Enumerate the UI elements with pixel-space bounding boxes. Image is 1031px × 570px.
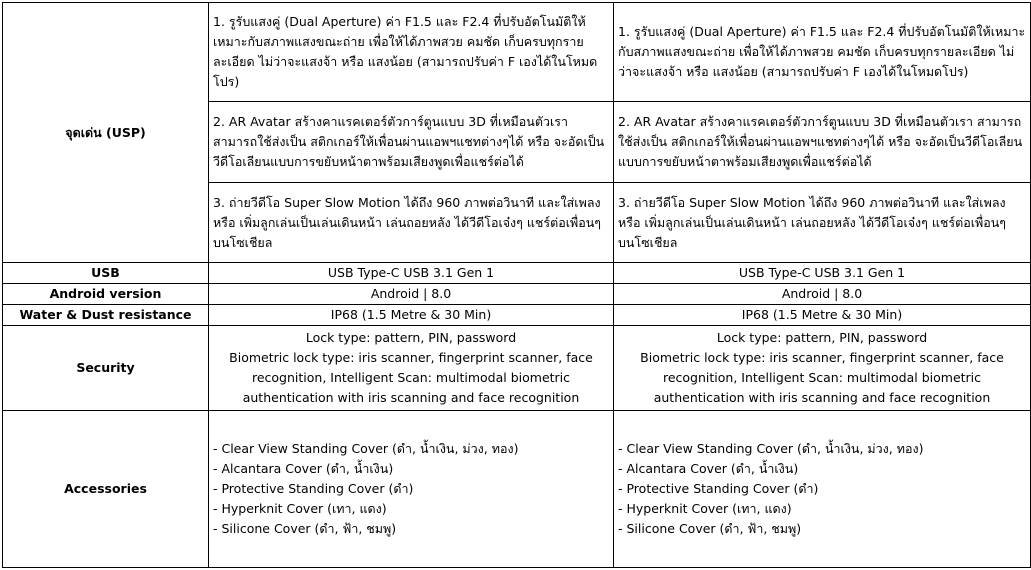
usb-col1: USB Type-C USB 3.1 Gen 1	[209, 263, 614, 284]
list-item: - Alcantara Cover (ดำ, น้ำเงิน)	[213, 461, 394, 476]
usp-item2-col1: 2. AR Avatar สร้างคาแรคเตอร์ตัวการ์ตูนแบบ 3D ที่เหมือนตัวเรา สามารถใช้ส่งเป็น สติกเกอร์ให้เพื่อนผ่านแอพฯแชทต่างๆได้ หรือ จะอัดเป็นวีดีโอเลียนแบบการขยับหน้าตาพร้อมเสียงพูดเพื่อแชร์ต่อได้	[209, 102, 614, 183]
table-row-security	[3, 326, 1031, 411]
table-row-water	[3, 305, 1031, 326]
list-item: - Clear View Standing Cover (ดำ, น้ำเงิน, ม่วง, ทอง)	[618, 441, 924, 456]
table-row-usb	[3, 263, 1031, 284]
list-item: - Clear View Standing Cover (ดำ, น้ำเงิน, ม่วง, ทอง)	[213, 441, 519, 456]
list-item: - Hyperknit Cover (เทา, แดง)	[618, 501, 792, 516]
security-lock-type: Lock type: pattern, PIN, password	[716, 330, 928, 345]
list-item: - Protective Standing Cover (ดำ)	[213, 481, 414, 496]
android-col2: Android | 8.0	[614, 284, 1031, 305]
usp-item2-col2: 2. AR Avatar สร้างคาแรคเตอร์ตัวการ์ตูนแบบ 3D ที่เหมือนตัวเรา สามารถใช้ส่งเป็น สติกเกอร์ให้เพื่อนผ่านแอพฯแชทต่างๆได้ หรือ จะอัดเป็นวีดีโอเลียนแบบการขยับหน้าตาพร้อมเสียงพูดเพื่อแชร์ต่อได้	[614, 102, 1031, 183]
list-item: - Hyperknit Cover (เทา, แดง)	[213, 501, 387, 516]
android-col1: Android | 8.0	[209, 284, 614, 305]
accessories-col2	[614, 411, 1031, 568]
list-item: - Silicone Cover (ดำ, ฟ้า, ชมพู)	[618, 521, 802, 536]
table-row-accessories	[3, 411, 1031, 568]
list-item: - Alcantara Cover (ดำ, น้ำเงิน)	[618, 461, 799, 476]
row-label-android: Android version	[3, 284, 209, 305]
usb-col2: USB Type-C USB 3.1 Gen 1	[614, 263, 1031, 284]
row-label-security: Security	[3, 326, 209, 411]
list-item: - Silicone Cover (ดำ, ฟ้า, ชมพู)	[213, 521, 397, 536]
usp-item3-col2: 3. ถ่ายวีดีโอ Super Slow Motion ได้ถึง 960 ภาพต่อวินาที และใส่เพลง หรือ เพิ่มลูกเล่นเป็นเล่นเดินหน้า เล่นถอยหลัง ได้วีดีโอเจ๋งๆ แชร์ต่อเพื่อนๆ บนโซเชียล	[614, 183, 1031, 263]
usp-item1-col2: 1. รูรับแสงคู่ (Dual Aperture) ค่า F1.5 และ F2.4 ที่ปรับอัตโนมัติให้เหมาะกับสภาพแสงขณะถ่าย เพื่อให้ได้ภาพสวย คมชัด เก็บครบทุกรายละเอียด ไม่ว่าจะแสงจ้า หรือ แสงน้อย (สามารถปรับค่า F เองได้ในโหมดโปร)	[614, 3, 1031, 102]
security-lock-type: Lock type: pattern, PIN, password	[305, 330, 517, 345]
accessories-col1	[209, 411, 614, 568]
list-item: - Protective Standing Cover (ดำ)	[618, 481, 819, 496]
usp-item3-col1: 3. ถ่ายวีดีโอ Super Slow Motion ได้ถึง 960 ภาพต่อวินาที และใส่เพลง หรือ เพิ่มลูกเล่นเป็นเล่นเดินหน้า เล่นถอยหลัง ได้วีดีโอเจ๋งๆ แชร์ต่อเพื่อนๆ บนโซเชียล	[209, 183, 614, 263]
spec-comparison-table	[2, 2, 1031, 568]
security-col2	[614, 326, 1031, 411]
water-col1: IP68 (1.5 Metre & 30 Min)	[209, 305, 614, 326]
row-label-accessories: Accessories	[3, 411, 209, 568]
water-col2: IP68 (1.5 Metre & 30 Min)	[614, 305, 1031, 326]
security-biometric: Biometric lock type: iris scanner, fingerprint scanner, face recognition, Intelligent Scan: multimodal biometric authentication with iris scanning and face recognition	[640, 350, 1004, 405]
security-biometric: Biometric lock type: iris scanner, fingerprint scanner, face recognition, Intelligent Scan: multimodal biometric authentication with iris scanning and face recognition	[229, 350, 593, 405]
table-row-usp-1	[3, 3, 1031, 102]
table-row-android	[3, 284, 1031, 305]
row-label-usb: USB	[3, 263, 209, 284]
usp-item1-col1: 1. รูรับแสงคู่ (Dual Aperture) ค่า F1.5 และ F2.4 ที่ปรับอัตโนมัติให้เหมาะกับสภาพแสงขณะถ่าย เพื่อให้ได้ภาพสวย คมชัด เก็บครบทุกรายละเอียด ไม่ว่าจะแสงจ้า หรือ แสงน้อย (สามารถปรับค่า F เองได้ในโหมดโปร)	[209, 3, 614, 102]
security-col1	[209, 326, 614, 411]
row-label-water: Water & Dust resistance	[3, 305, 209, 326]
row-label-usp: จุดเด่น (USP)	[3, 3, 209, 263]
